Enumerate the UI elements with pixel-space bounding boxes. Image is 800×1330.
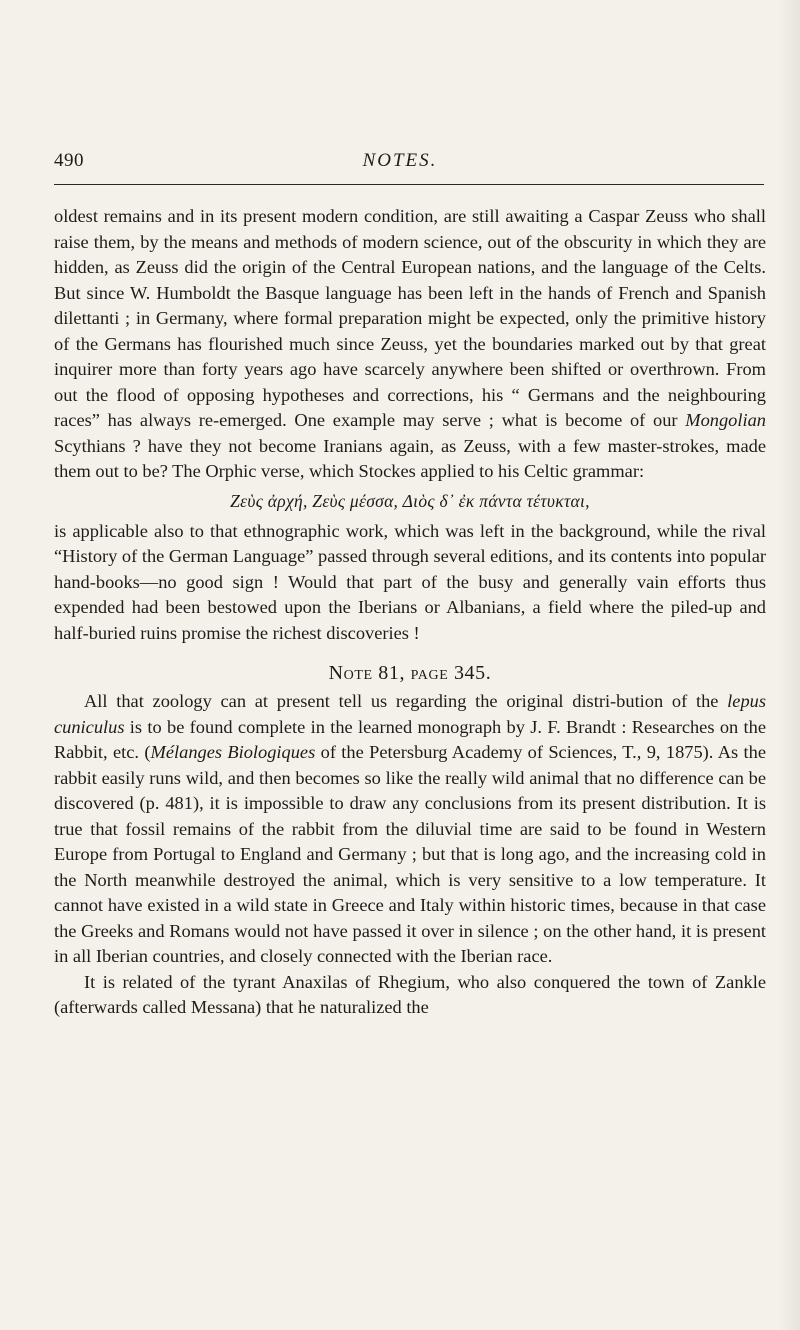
page-edge-shadow [778,0,800,1330]
paragraph-continued [54,204,766,485]
paragraph-anaxilas [54,970,766,1021]
italic-title-melanges-biologiques: Mélanges Biologiques [150,742,316,762]
paragraph-after-verse [54,519,766,647]
header-rule [54,184,764,185]
paragraph-text: is applicable also to that ethnographic work, which was left in the background, while the rival “History of the German Language” passed through several editions, and its contents into popular hand-books—no good sign ! Would that part of the busy and generally vain efforts thus expended had been bestowed upon the Iberians or Albanians, a field where the piled-up and half-buried ruins promise the richest discoveries ! [54,520,766,643]
running-head: NOTES. [362,150,438,171]
paragraph-text: oldest remains and in its present modern condition, are still awaiting a Caspar Zeuss who shall raise them, by the means and methods of modern science, out of the obscurity in which they are hidden, as Zeuss did the origin of the Central European nations, and the language of the Celts. But since W. Humboldt the Basque language has been left in the hands of French and Spanish dilettanti ; in Germany, where formal preparation might be expected, only the primitive history of the Germans has flourished much since Zeuss, yet the boundaries marked out by that great inquirer more than forty years ago have scarcely anywhere been shifted or overthrown. From out the flood of opposing hypotheses and corrections, his “ Germans and the neighbouring races” has always re-emerged. One example may serve ; what is become of our [54,206,766,430]
note-heading [54,660,766,687]
page-body [54,204,766,1021]
note-heading-label: Note 81, page 345. [328,662,492,684]
italic-term-mongolian: Mongolian [685,410,766,430]
page-number: 490 [54,150,84,171]
paragraph-text: It is related of the tyrant Anaxilas of Rhegium, who also conquered the town of Zankle (afterwards called Messana) that he naturalized the [54,971,766,1017]
paragraph-text: is to be found complete in the learned monograph by J. F. Brandt : Researches on the Rabbit, etc. ( [54,716,766,762]
paragraph-text: of the Petersburg Academy of Sciences, T., 9, 1875). As the rabbit easily runs wild, and then becomes so like the really wild animal that no difference can be discovered (p. 481), it is impossible to draw any conclusions from its present distribution. It is true that fossil remains of the rabbit from the diluvial time are said to be found in Western Europe from Portugal to England and Germany ; but that is long ago, and the increasing cold in the North meanwhile destroyed the animal, which is very sensitive to a low temperature. It cannot have existed in a wild state in Greece and Italy within historic times, because in that case the Greeks and Romans would not have passed it over in silence ; on the other hand, it is present in all Iberian countries, and closely connected with the Iberian race. [54,742,766,966]
italic-term-lepus-cuniculus: lepus cuniculus [54,691,766,737]
paragraph-note-81 [54,689,766,970]
paragraph-text: All that zoology can at present tell us regarding the original distri-bution of the [84,691,728,711]
greek-verse-quotation: Ζεὺς ἀρχή, Ζεὺς μέσσα, Διὸς δ᾽ ἐκ πάντα τέτυκται, [230,490,590,511]
page-header [0,0,800,190]
paragraph-text: Scythians ? have they not become Iranians again, as Zeuss, with a few master-strokes, made them out to be? The Orphic verse, which Stockes applied to his Celtic grammar: [54,435,766,481]
